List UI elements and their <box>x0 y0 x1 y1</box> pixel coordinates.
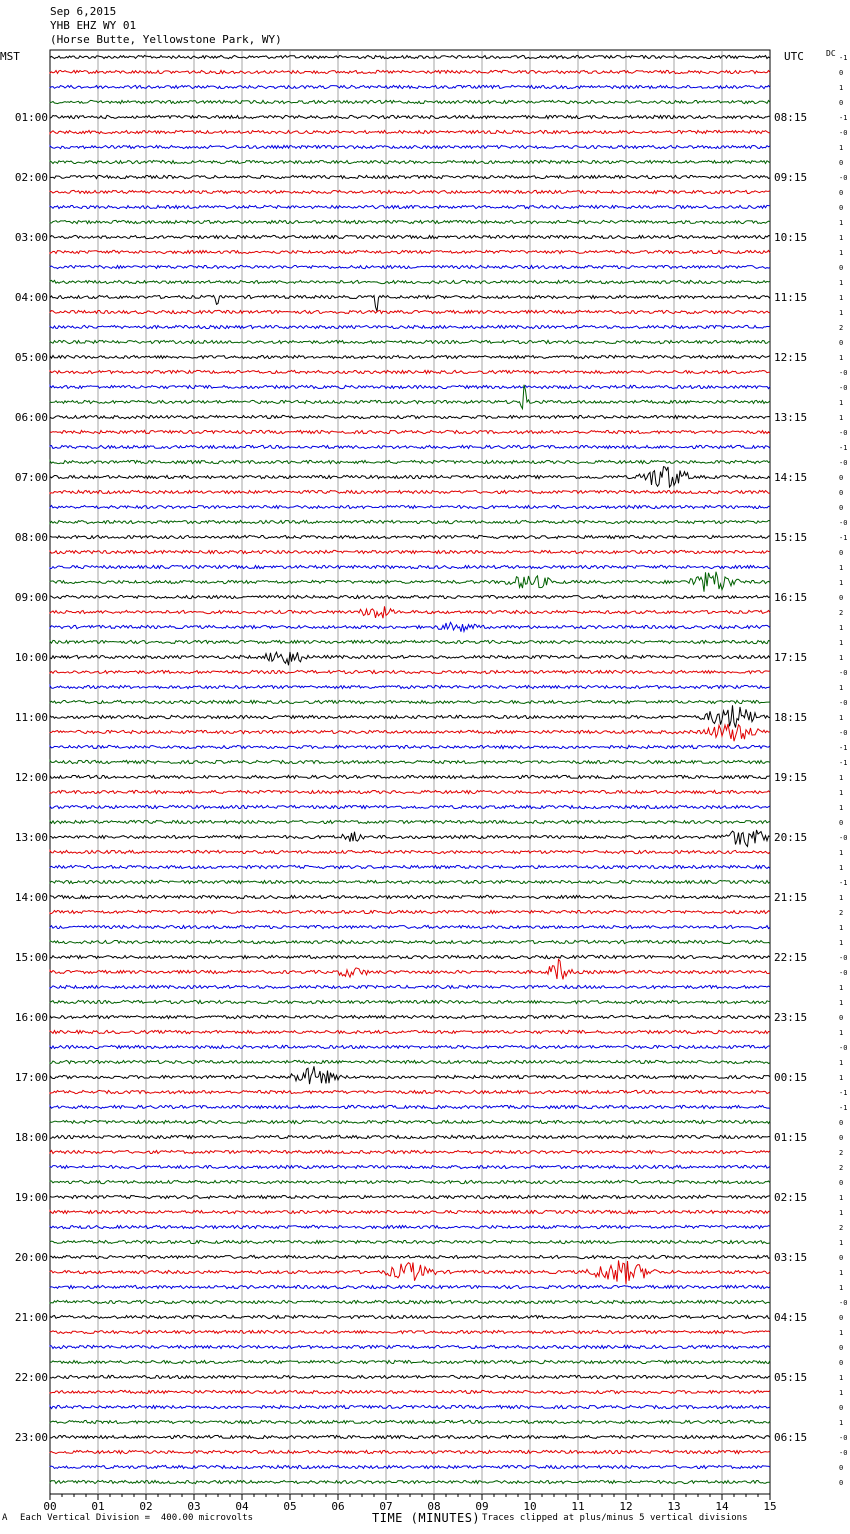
dc-offset-value: -0 <box>839 459 848 467</box>
dc-offset-value: 1 <box>839 1059 844 1067</box>
dc-offset-value: 2 <box>839 609 844 617</box>
x-tick-label: 04 <box>235 1500 249 1513</box>
x-tick-label: 02 <box>139 1500 153 1513</box>
dc-offset-value: 1 <box>839 864 844 872</box>
right-hour-label: 08:15 <box>774 111 808 124</box>
dc-offset-value: 0 <box>839 339 844 347</box>
x-tick-label: 08 <box>427 1500 441 1513</box>
seismic-trace <box>50 850 770 853</box>
dc-offset-value: 1 <box>839 1374 844 1382</box>
seismic-trace <box>50 70 770 73</box>
dc-offset-value: 0 <box>839 99 844 107</box>
dc-offset-value: 1 <box>839 984 844 992</box>
seismic-trace <box>50 85 770 88</box>
dc-offset-value: 1 <box>839 84 844 92</box>
right-hour-label: 00:15 <box>774 1071 808 1084</box>
x-tick-label: 11 <box>571 1500 585 1513</box>
left-hour-label: 06:00 <box>14 411 48 424</box>
dc-offset-value: 0 <box>839 489 844 497</box>
left-timezone-label: MST <box>0 50 20 63</box>
left-hour-label: 16:00 <box>14 1011 48 1024</box>
left-hour-label: 03:00 <box>14 231 48 244</box>
dc-offset-value: 1 <box>839 1329 844 1337</box>
seismic-trace <box>50 880 770 883</box>
seismic-trace <box>50 1360 770 1363</box>
right-hour-label: 17:15 <box>774 651 808 664</box>
seismic-trace <box>50 550 770 553</box>
seismic-trace <box>50 865 770 868</box>
left-hour-label: 05:00 <box>14 351 48 364</box>
dc-offset-value: 1 <box>839 399 844 407</box>
right-hour-label: 11:15 <box>774 291 808 304</box>
seismic-trace <box>50 415 770 418</box>
x-tick-label: 10 <box>523 1500 537 1513</box>
dc-offset-value: 0 <box>839 1119 844 1127</box>
seismic-trace <box>50 1465 770 1468</box>
dc-offset-value: 1 <box>839 774 844 782</box>
dc-offset-value: 0 <box>839 504 844 512</box>
seismic-trace <box>50 1435 770 1438</box>
seismic-trace <box>50 700 770 703</box>
dc-offset-value: 1 <box>839 309 844 317</box>
seismic-trace <box>50 1180 770 1183</box>
seismic-trace <box>50 1150 770 1153</box>
left-hour-label: 18:00 <box>14 1131 48 1144</box>
seismic-trace <box>50 325 770 328</box>
dc-offset-value: 1 <box>839 414 844 422</box>
dc-offset-value: 1 <box>839 1209 844 1217</box>
dc-offset-value: 1 <box>839 1284 844 1292</box>
dc-offset-value: -0 <box>839 669 848 677</box>
seismic-trace <box>50 1105 770 1108</box>
x-tick-label: 12 <box>619 1500 633 1513</box>
seismic-trace <box>50 1045 770 1048</box>
dc-offset-value: -1 <box>839 744 848 752</box>
dc-offset-value: -1 <box>839 1089 848 1097</box>
right-hour-label: 20:15 <box>774 831 808 844</box>
dc-offset-value: -0 <box>839 369 848 377</box>
dc-offset-value: 0 <box>839 1359 844 1367</box>
left-hour-label: 22:00 <box>14 1371 48 1384</box>
seismic-trace <box>50 490 770 493</box>
dc-offset-value: 1 <box>839 894 844 902</box>
seismic-trace <box>50 895 770 898</box>
dc-offset-value: -1 <box>839 1104 848 1112</box>
right-hour-label: 19:15 <box>774 771 808 784</box>
left-hour-label: 23:00 <box>14 1431 48 1444</box>
seismic-trace <box>50 520 770 523</box>
seismic-trace <box>50 1165 770 1168</box>
left-hour-label: 01:00 <box>14 111 48 124</box>
seismic-trace <box>50 685 770 688</box>
left-hour-label: 10:00 <box>14 651 48 664</box>
seismic-trace <box>50 430 770 433</box>
dc-offset-value: 2 <box>839 324 844 332</box>
station-code: YHB EHZ WY 01 <box>50 19 137 32</box>
right-hour-label: 13:15 <box>774 411 808 424</box>
seismic-trace <box>50 1480 770 1483</box>
left-hour-label: 13:00 <box>14 831 48 844</box>
seismic-trace <box>50 445 770 448</box>
seismic-trace <box>50 1135 770 1138</box>
dc-offset-value: 1 <box>839 219 844 227</box>
seismic-trace <box>50 280 770 283</box>
seismic-trace <box>50 130 770 133</box>
seismic-trace <box>50 1315 770 1318</box>
seismic-trace <box>50 955 770 958</box>
dc-offset-value: 1 <box>839 294 844 302</box>
dc-offset-value: 0 <box>839 1464 844 1472</box>
x-tick-label: 01 <box>91 1500 105 1513</box>
dc-offset-value: -1 <box>839 114 848 122</box>
right-hour-label: 10:15 <box>774 231 808 244</box>
right-hour-label: 21:15 <box>774 891 808 904</box>
dc-offset-value: 1 <box>839 234 844 242</box>
seismic-trace <box>50 370 770 373</box>
dc-offset-value: -0 <box>839 834 848 842</box>
dc-offset-value: 1 <box>839 624 844 632</box>
plot-date: Sep 6,2015 <box>50 5 117 18</box>
dc-offset-value: -0 <box>839 954 848 962</box>
right-hour-label: 09:15 <box>774 171 808 184</box>
seismic-trace <box>50 622 770 631</box>
seismic-trace <box>50 235 770 238</box>
right-hour-label: 12:15 <box>774 351 808 364</box>
seismic-trace <box>50 115 770 118</box>
dc-offset-value: 1 <box>839 804 844 812</box>
dc-offset-value: 2 <box>839 909 844 917</box>
dc-offset-value: 1 <box>839 849 844 857</box>
dc-offset-value: -0 <box>839 1044 848 1052</box>
left-hour-label: 20:00 <box>14 1251 48 1264</box>
seismic-trace <box>50 790 770 793</box>
right-hour-label: 03:15 <box>774 1251 808 1264</box>
dc-offset-header: DC <box>826 49 836 58</box>
dc-offset-value: 1 <box>839 354 844 362</box>
dc-offset-value: -1 <box>839 879 848 887</box>
x-tick-label: 09 <box>475 1500 489 1513</box>
seismic-trace <box>50 572 770 592</box>
dc-offset-value: 1 <box>839 684 844 692</box>
seismic-trace <box>50 925 770 928</box>
seismic-trace <box>50 100 770 103</box>
dc-offset-value: 1 <box>839 999 844 1007</box>
seismic-trace <box>50 640 770 643</box>
dc-offset-value: 1 <box>839 1074 844 1082</box>
x-tick-label: 06 <box>331 1500 345 1513</box>
right-hour-label: 16:15 <box>774 591 808 604</box>
dc-offset-value: 2 <box>839 1149 844 1157</box>
seismic-trace <box>50 805 770 808</box>
seismic-trace <box>50 775 770 778</box>
seismic-trace <box>50 1120 770 1123</box>
seismic-trace <box>50 265 770 268</box>
x-axis-title: TIME (MINUTES) <box>372 1511 481 1525</box>
left-hour-label: 17:00 <box>14 1071 48 1084</box>
dc-offset-value: 0 <box>839 1344 844 1352</box>
right-hour-label: 04:15 <box>774 1311 808 1324</box>
dc-offset-value: 0 <box>839 1134 844 1142</box>
dc-offset-value: 0 <box>839 1179 844 1187</box>
seismic-trace <box>50 745 770 748</box>
dc-offset-value: 0 <box>839 1314 844 1322</box>
dc-offset-value: -0 <box>839 174 848 182</box>
left-hour-label: 02:00 <box>14 171 48 184</box>
seismic-trace <box>50 760 770 763</box>
left-hour-label: 04:00 <box>14 291 48 304</box>
left-hour-label: 08:00 <box>14 531 48 544</box>
seismic-trace <box>50 220 770 223</box>
seismic-trace <box>50 460 770 463</box>
dc-offset-value: 2 <box>839 1164 844 1172</box>
seismic-trace <box>50 1420 770 1423</box>
right-hour-label: 05:15 <box>774 1371 808 1384</box>
left-hour-label: 07:00 <box>14 471 48 484</box>
dc-offset-value: 0 <box>839 1479 844 1487</box>
right-hour-label: 01:15 <box>774 1131 808 1144</box>
seismic-trace <box>50 1345 770 1348</box>
right-hour-label: 14:15 <box>774 471 808 484</box>
x-tick-label: 15 <box>763 1500 777 1513</box>
seismic-trace <box>50 670 770 673</box>
dc-offset-value: 1 <box>839 1029 844 1037</box>
dc-offset-value: 1 <box>839 639 844 647</box>
seismic-trace <box>50 1000 770 1003</box>
dc-offset-value: 1 <box>839 1419 844 1427</box>
clip-note: Traces clipped at plus/minus 5 vertical divisions <box>482 1513 748 1523</box>
dc-offset-value: 1 <box>839 579 844 587</box>
seismic-trace <box>50 1300 770 1303</box>
seismic-trace <box>50 595 770 598</box>
dc-offset-value: 0 <box>839 159 844 167</box>
seismic-trace <box>50 1060 770 1063</box>
dc-offset-value: 1 <box>839 564 844 572</box>
x-tick-label: 13 <box>667 1500 681 1513</box>
seismic-trace <box>50 1066 770 1084</box>
dc-offset-value: -0 <box>839 1449 848 1457</box>
seismic-trace <box>50 355 770 358</box>
seismic-trace <box>50 724 770 741</box>
corner-mark: A <box>2 1513 8 1523</box>
seismic-trace <box>50 1255 770 1258</box>
seismic-trace <box>50 1405 770 1408</box>
seismic-trace <box>50 385 770 388</box>
seismic-trace <box>50 250 770 253</box>
seismic-trace <box>50 1015 770 1018</box>
seismic-trace <box>50 505 770 508</box>
seismic-trace <box>50 606 770 618</box>
dc-offset-value: 0 <box>839 1014 844 1022</box>
seismic-trace <box>50 1195 770 1198</box>
seismic-trace <box>50 1390 770 1393</box>
seismic-trace <box>50 1090 770 1093</box>
seismic-trace <box>50 467 770 487</box>
scale-note: Each Vertical Division = 400.00 microvolts <box>20 1513 253 1523</box>
left-hour-label: 09:00 <box>14 591 48 604</box>
seismic-trace <box>50 1375 770 1378</box>
left-hour-label: 15:00 <box>14 951 48 964</box>
seismic-trace <box>50 190 770 193</box>
seismic-trace <box>50 1285 770 1288</box>
dc-offset-value: -0 <box>839 729 848 737</box>
dc-offset-value: -0 <box>839 969 848 977</box>
dc-offset-value: -0 <box>839 699 848 707</box>
dc-offset-value: 1 <box>839 1194 844 1202</box>
dc-offset-value: -0 <box>839 1434 848 1442</box>
seismic-trace <box>50 830 770 847</box>
dc-offset-value: 0 <box>839 819 844 827</box>
dc-offset-value: -0 <box>839 384 848 392</box>
seismic-trace <box>50 310 770 313</box>
right-hour-label: 22:15 <box>774 951 808 964</box>
dc-offset-value: -1 <box>839 759 848 767</box>
seismic-trace <box>50 340 770 343</box>
seismic-trace <box>50 565 770 568</box>
seismic-trace <box>50 652 770 665</box>
seismic-trace <box>50 295 770 311</box>
seismic-trace <box>50 205 770 208</box>
dc-offset-value: 1 <box>839 789 844 797</box>
right-hour-label: 18:15 <box>774 711 808 724</box>
dc-offset-value: 2 <box>839 1224 844 1232</box>
dc-offset-value: 1 <box>839 144 844 152</box>
right-timezone-label: UTC <box>784 50 804 63</box>
seismic-trace <box>50 1330 770 1333</box>
dc-offset-value: 0 <box>839 1254 844 1262</box>
dc-offset-value: 0 <box>839 594 844 602</box>
dc-offset-value: 0 <box>839 549 844 557</box>
seismic-trace <box>50 535 770 538</box>
right-hour-label: 02:15 <box>774 1191 808 1204</box>
x-tick-label: 14 <box>715 1500 729 1513</box>
x-tick-label: 07 <box>379 1500 393 1513</box>
dc-offset-value: 1 <box>839 1269 844 1277</box>
left-hour-label: 21:00 <box>14 1311 48 1324</box>
seismic-trace <box>50 1030 770 1033</box>
left-hour-label: 19:00 <box>14 1191 48 1204</box>
seismic-trace <box>50 940 770 943</box>
seismic-trace <box>50 55 770 58</box>
seismic-trace <box>50 1225 770 1228</box>
seismic-trace <box>50 959 770 979</box>
seismic-trace <box>50 705 770 727</box>
dc-offset-value: -0 <box>839 429 848 437</box>
seismic-trace <box>50 910 770 913</box>
dc-offset-value: -0 <box>839 1299 848 1307</box>
dc-offset-value: 0 <box>839 204 844 212</box>
dc-offset-value: -1 <box>839 534 848 542</box>
dc-offset-value: 0 <box>839 1404 844 1412</box>
dc-offset-value: 1 <box>839 939 844 947</box>
dc-offset-value: 1 <box>839 1389 844 1397</box>
seismic-trace <box>50 1260 770 1284</box>
dc-offset-value: 1 <box>839 279 844 287</box>
dc-offset-value: -0 <box>839 519 848 527</box>
dc-offset-value: 1 <box>839 654 844 662</box>
x-tick-label: 03 <box>187 1500 201 1513</box>
seismic-trace <box>50 175 770 178</box>
left-hour-label: 12:00 <box>14 771 48 784</box>
seismic-trace <box>50 1210 770 1213</box>
dc-offset-value: 0 <box>839 474 844 482</box>
right-hour-label: 23:15 <box>774 1011 808 1024</box>
dc-offset-value: 0 <box>839 264 844 272</box>
seismic-trace <box>50 385 770 409</box>
dc-offset-value: 1 <box>839 924 844 932</box>
right-hour-label: 15:15 <box>774 531 808 544</box>
x-tick-label: 05 <box>283 1500 297 1513</box>
seismic-trace <box>50 160 770 163</box>
x-tick-label: 00 <box>43 1500 57 1513</box>
dc-offset-value: 0 <box>839 189 844 197</box>
seismic-trace <box>50 820 770 823</box>
dc-offset-value: -0 <box>839 129 848 137</box>
seismic-trace <box>50 145 770 148</box>
seismic-trace <box>50 1240 770 1243</box>
seismic-trace <box>50 1450 770 1453</box>
dc-offset-value: 1 <box>839 249 844 257</box>
dc-offset-value: 1 <box>839 714 844 722</box>
left-hour-label: 14:00 <box>14 891 48 904</box>
left-hour-label: 11:00 <box>14 711 48 724</box>
dc-offset-value: 0 <box>839 69 844 77</box>
dc-offset-value: 1 <box>839 1239 844 1247</box>
right-hour-label: 06:15 <box>774 1431 808 1444</box>
seismic-trace <box>50 985 770 988</box>
dc-offset-value: -1 <box>839 444 848 452</box>
dc-offset-value: -1 <box>839 54 848 62</box>
station-location: (Horse Butte, Yellowstone Park, WY) <box>50 33 282 46</box>
